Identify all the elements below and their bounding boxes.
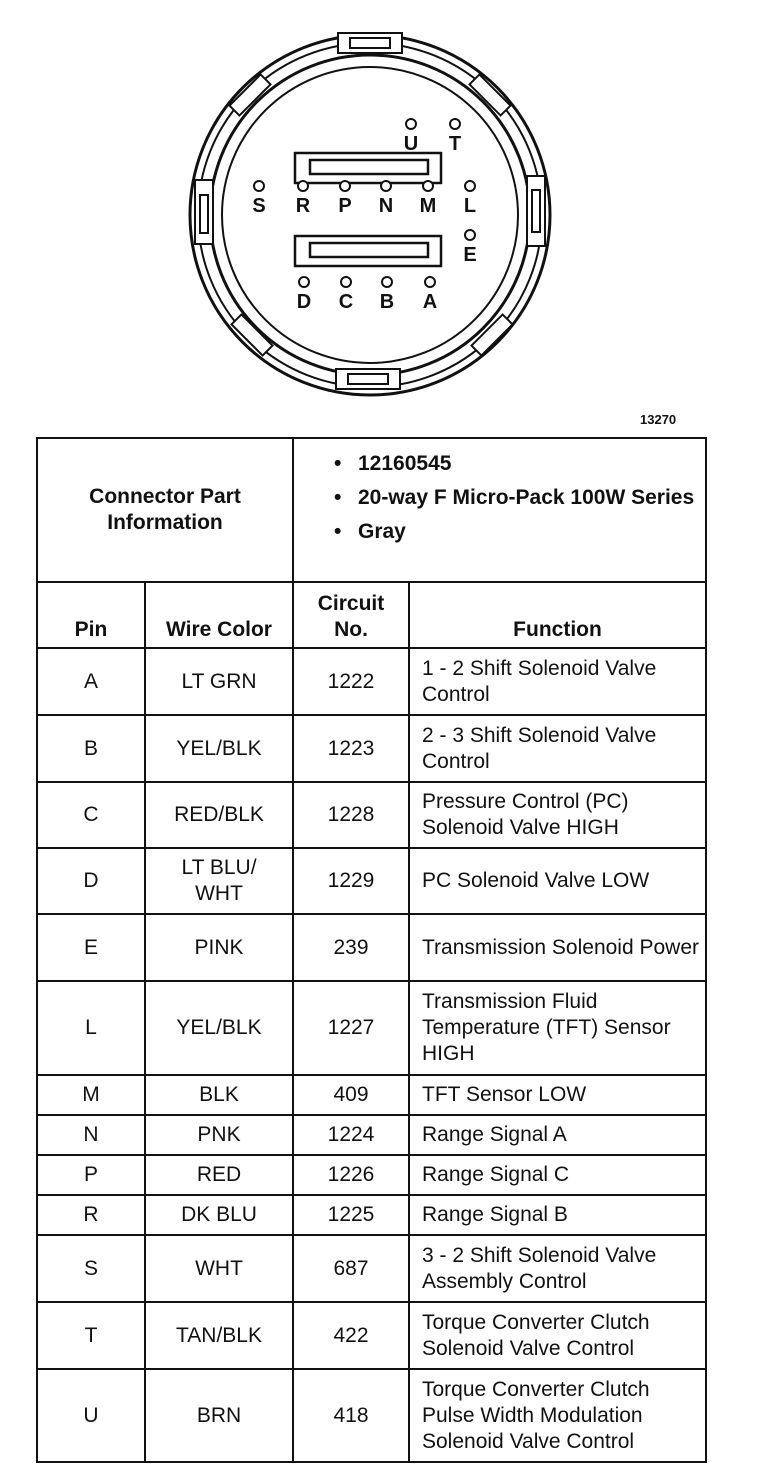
function-cell: 3 - 2 Shift Solenoid Valve Assembly Control [409,1235,706,1302]
circuit-cell: 1224 [293,1115,409,1155]
connector-type: • 20-way F Micro-Pack 100W Series [334,485,705,511]
function-cell: Range Signal A [409,1115,706,1155]
function-cell: Torque Converter Clutch Solenoid Valve Control [409,1302,706,1369]
header-pin: Pin [37,582,145,648]
function-cell: 1 - 2 Shift Solenoid Valve Control [409,648,706,715]
wire-color-cell: TAN/BLK [145,1302,293,1369]
part-info-label: Connector Part Information [37,438,293,582]
connector-pinout-table [36,437,707,1463]
pin-cavity-u [406,119,416,129]
pin-label-u: U [403,133,419,155]
pin-cavity-m [423,181,433,191]
table-row [37,981,706,1075]
circuit-cell: 1228 [293,782,409,848]
pin-cell: L [37,981,145,1075]
pin-cavity-a [425,277,435,287]
wire-color-cell: YEL/BLK [145,981,293,1075]
function-cell: Torque Converter Clutch Pulse Width Modulation Solenoid Valve Control [409,1369,706,1462]
pin-cell: M [37,1075,145,1115]
table-row [37,1195,706,1235]
function-cell: Range Signal C [409,1155,706,1195]
circuit-cell: 1225 [293,1195,409,1235]
pin-cavity-b [382,277,392,287]
circuit-cell: 1227 [293,981,409,1075]
circuit-cell: 418 [293,1369,409,1462]
function-cell: 2 - 3 Shift Solenoid Valve Control [409,715,706,782]
circuit-cell: 687 [293,1235,409,1302]
circuit-cell: 1222 [293,648,409,715]
wire-color-cell: BLK [145,1075,293,1115]
circuit-cell: 239 [293,914,409,981]
key-slot-upper [295,153,441,183]
part-info-list [293,438,706,582]
part-number: • 12160545 [334,451,705,477]
function-cell: Transmission Fluid Temperature (TFT) Sensor HIGH [409,981,706,1075]
circuit-cell: 1229 [293,848,409,914]
circuit-cell: 422 [293,1302,409,1369]
pin-cavity-n [381,181,391,191]
pin-label-b: B [379,291,395,313]
pin-cavity-e [465,230,475,240]
function-cell: Transmission Solenoid Power [409,914,706,981]
connector-color: • Gray [334,519,705,545]
function-cell: PC Solenoid Valve LOW [409,848,706,914]
pin-cell: A [37,648,145,715]
pin-label-a: A [422,291,438,313]
header-circuit-no: Circuit No. [293,582,409,648]
wire-color-cell: PINK [145,914,293,981]
wire-color-cell: YEL/BLK [145,715,293,782]
table-row [37,1075,706,1115]
circuit-cell: 1223 [293,715,409,782]
wire-color-cell: BRN [145,1369,293,1462]
pin-label-l: L [463,195,477,217]
pin-cavity-l [465,181,475,191]
pin-cell: R [37,1195,145,1235]
function-cell: Range Signal B [409,1195,706,1235]
pin-cavity-d [299,277,309,287]
wire-color-cell: LT GRN [145,648,293,715]
pin-label-e: E [463,244,477,266]
pin-cavity-c [341,277,351,287]
pin-label-d: D [296,291,312,313]
figure-number: 13270 [640,412,677,427]
function-cell: TFT Sensor LOW [409,1075,706,1115]
pin-cavity-p [340,181,350,191]
table-row [37,848,706,914]
circuit-cell: 409 [293,1075,409,1115]
table-row [37,1369,706,1462]
table-row [37,1155,706,1195]
pin-cavity-r [298,181,308,191]
pin-cavity-t [450,119,460,129]
wire-color-cell: LT BLU/ WHT [145,848,293,914]
pin-cell: E [37,914,145,981]
locking-tabs [195,33,545,389]
wire-color-cell: RED [145,1155,293,1195]
column-header-row [37,582,706,648]
pin-label-t: T [448,133,462,155]
pin-cavity-s [254,181,264,191]
pin-cell: S [37,1235,145,1302]
pin-cell: P [37,1155,145,1195]
pin-label-s: S [252,195,266,217]
header-wire-color: Wire Color [145,582,293,648]
table-row [37,782,706,848]
connector-face-diagram [0,0,768,410]
wire-color-cell: WHT [145,1235,293,1302]
table-row [37,1235,706,1302]
table-row [37,914,706,981]
table-row [37,715,706,782]
pin-label-r: R [295,195,311,217]
pin-cell: N [37,1115,145,1155]
pin-label-p: P [338,195,352,217]
table-row [37,1115,706,1155]
table-row [37,1302,706,1369]
pin-label-n: N [378,195,394,217]
pin-cell: C [37,782,145,848]
part-info-row [37,438,706,582]
table-row [37,648,706,715]
pin-cell: T [37,1302,145,1369]
pin-label-c: C [338,291,354,313]
wire-color-cell: RED/BLK [145,782,293,848]
pin-cell: U [37,1369,145,1462]
key-slot-lower [295,236,441,266]
wire-color-cell: DK BLU [145,1195,293,1235]
circuit-cell: 1226 [293,1155,409,1195]
pin-label-m: M [419,195,437,217]
pin-cavities [252,119,476,313]
pin-cell: B [37,715,145,782]
pin-cell: D [37,848,145,914]
header-function: Function [409,582,706,648]
wire-color-cell: PNK [145,1115,293,1155]
function-cell: Pressure Control (PC) Solenoid Valve HIGH [409,782,706,848]
